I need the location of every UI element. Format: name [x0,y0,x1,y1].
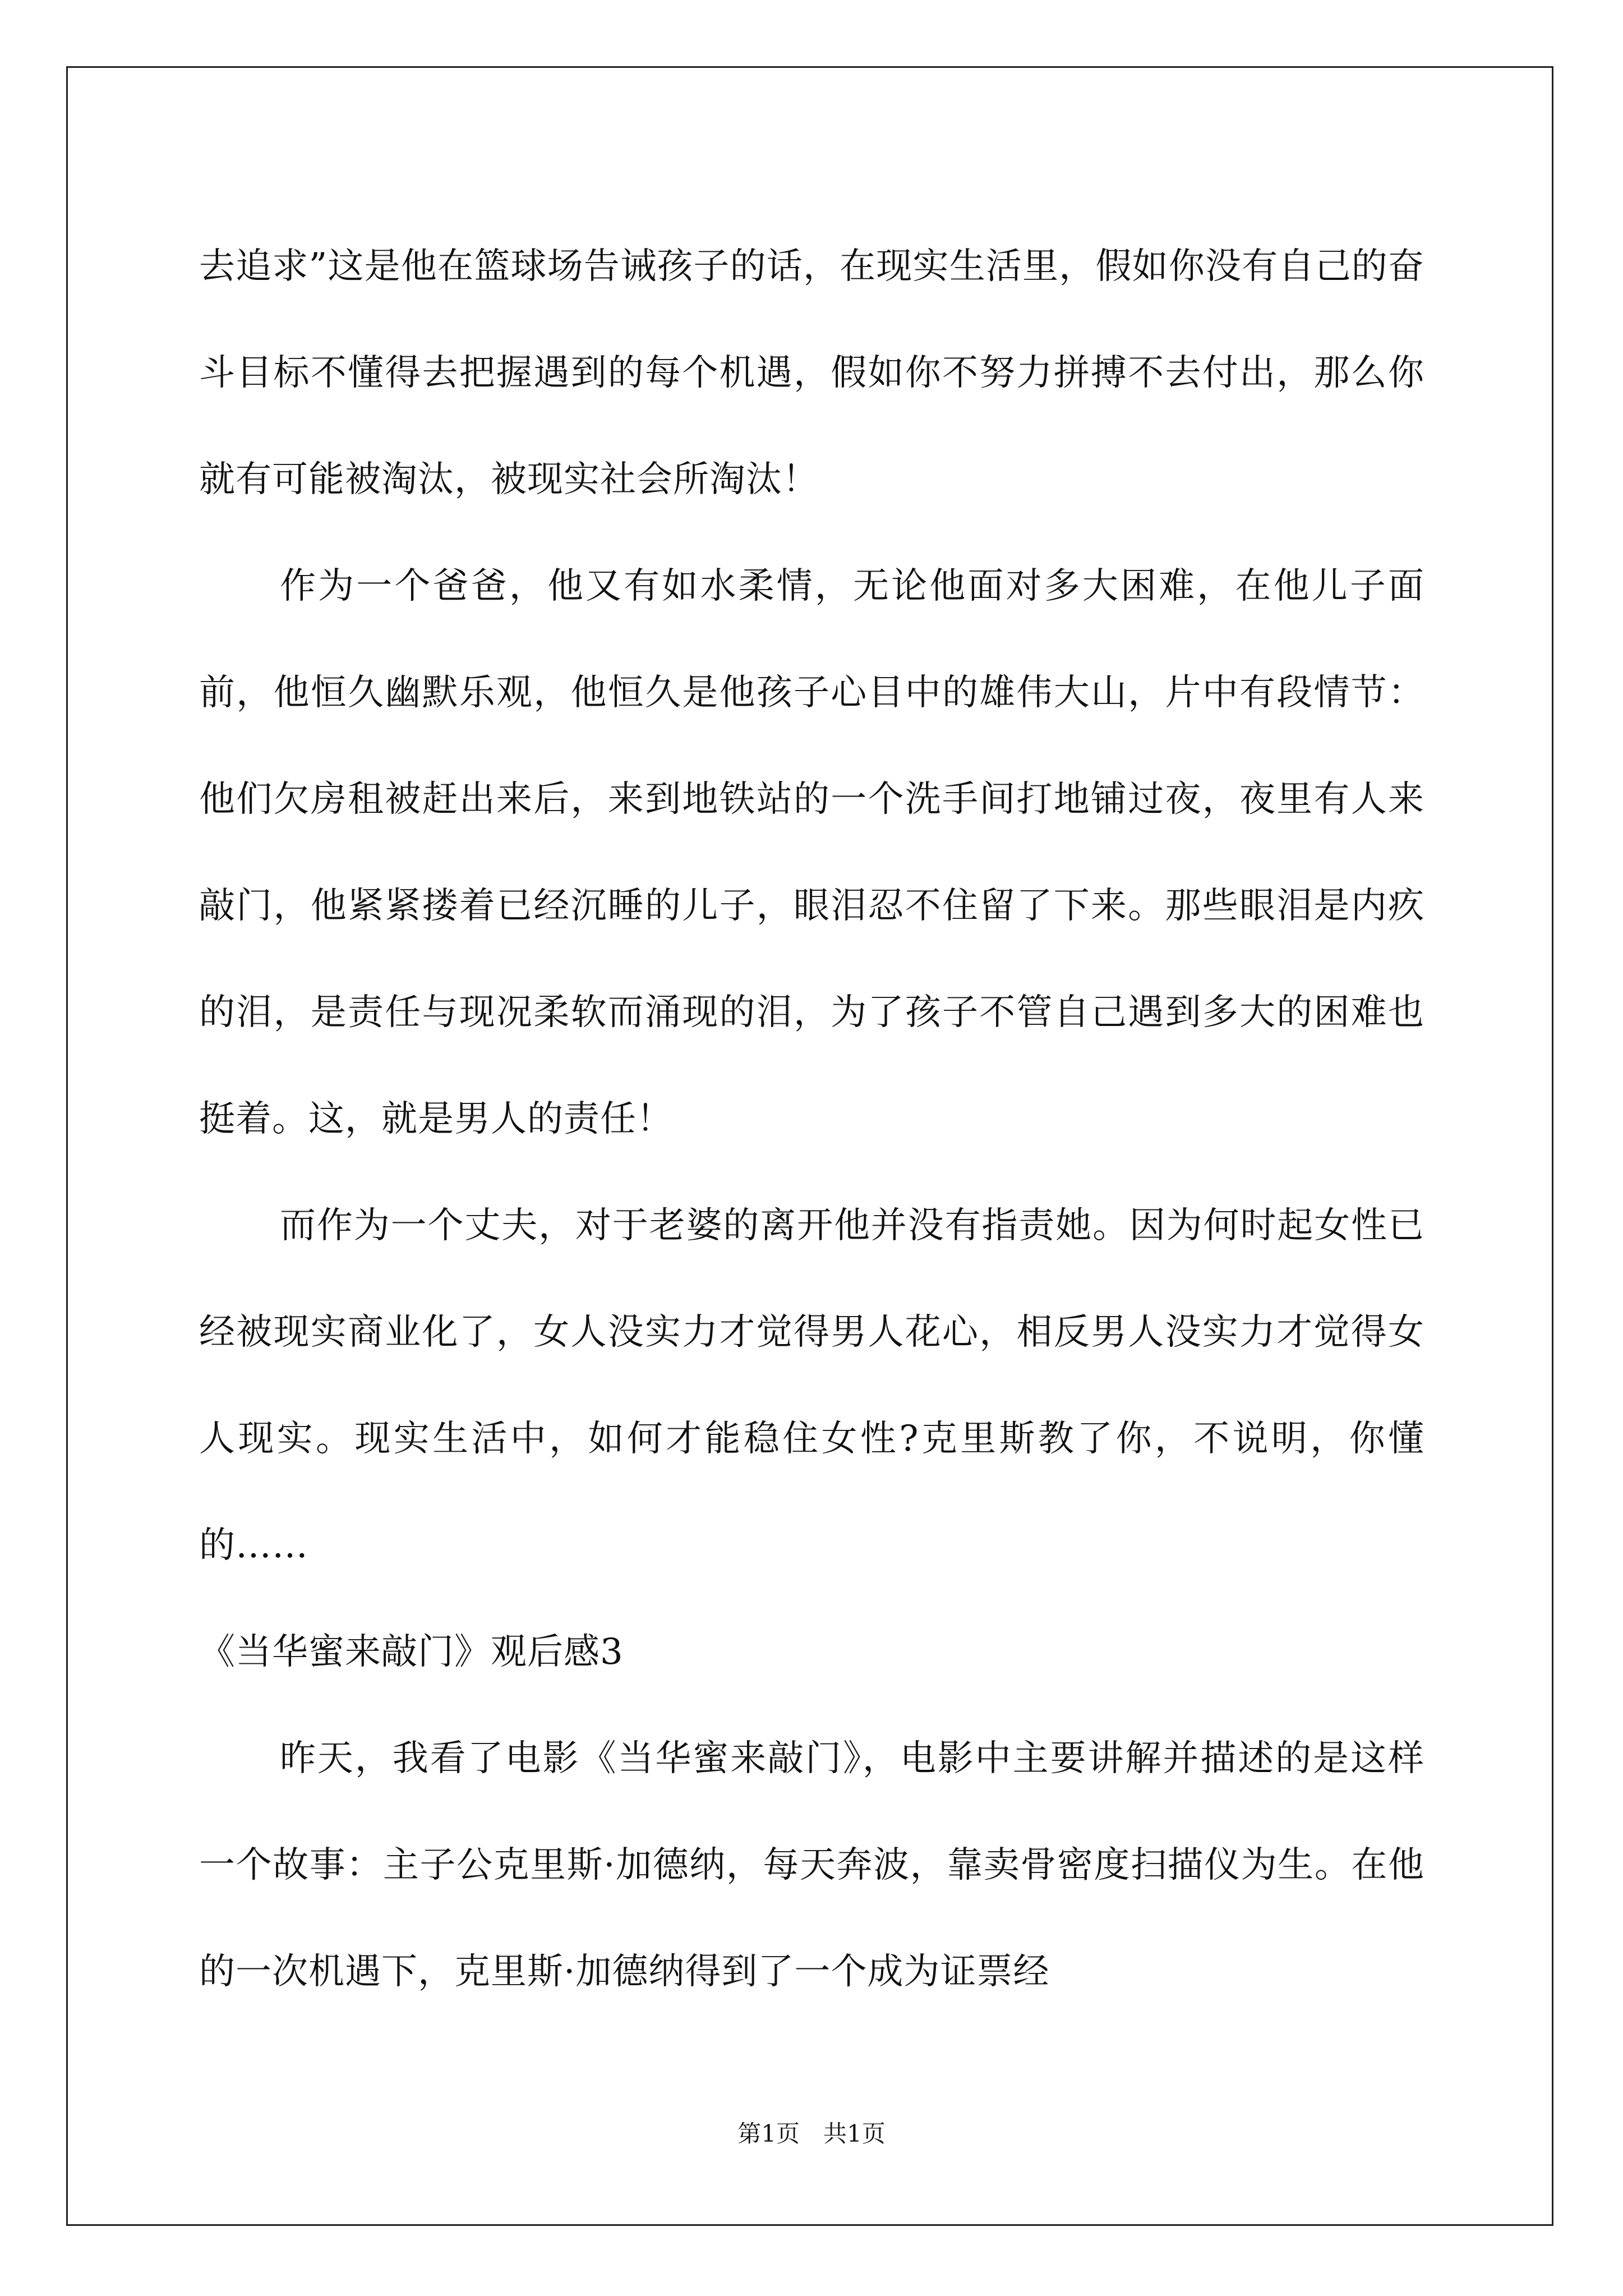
paragraph-continuation: 去追求”这是他在篮球场告诫孩子的话，在现实生活里，假如你没有自己的奋斗目标不懂得去把握遇到的每个机遇，假如你不努力拼搏不去付出，那么你就有可能被淘汰，被现实社会所淘汰！ [199,246,1424,500]
paragraph-husband: 而作为一个丈夫，对于老婆的离开他并没有指责她。因为何时起女性已经被现实商业化了，女人没实力才觉得男人花心，相反男人没实力才觉得女人现实。现实生活中，如何才能稳住女性?克里斯教了你，不说明，你懂的…… [199,1205,1424,1566]
paragraph-review-intro: 昨天，我看了电影《当华蜜来敲门》，电影中主要讲解并描述的是这样一个故事：主子公克里斯·加德纳，每天奔波，靠卖骨密度扫描仪为生。在他的一次机遇下，克里斯·加德纳得到了一个成为证票经 [199,1738,1424,1993]
section-heading: 《当华蜜来敲门》观后感3 [199,1631,624,1673]
page-number-footer: 第1页 共1页 [737,2120,886,2147]
paragraph-father: 作为一个爸爸，他又有如水柔情，无论他面对多大困难，在他儿子面前，他恒久幽默乐观，他恒久是他孩子心目中的雄伟大山，片中有段情节：他们欠房租被赶出来后，来到地铁站的一个洗手间打地铺过夜，夜里有人来敲门，他紧紧搂着已经沉睡的儿子，眼泪忍不住留了下来。那些眼泪是内疚的泪，是责任与现况柔软而涌现的泪，为了孩子不管自己遇到多大的困难也挺着。这，就是男人的责任！ [199,565,1424,1140]
document-body [199,213,1424,2025]
